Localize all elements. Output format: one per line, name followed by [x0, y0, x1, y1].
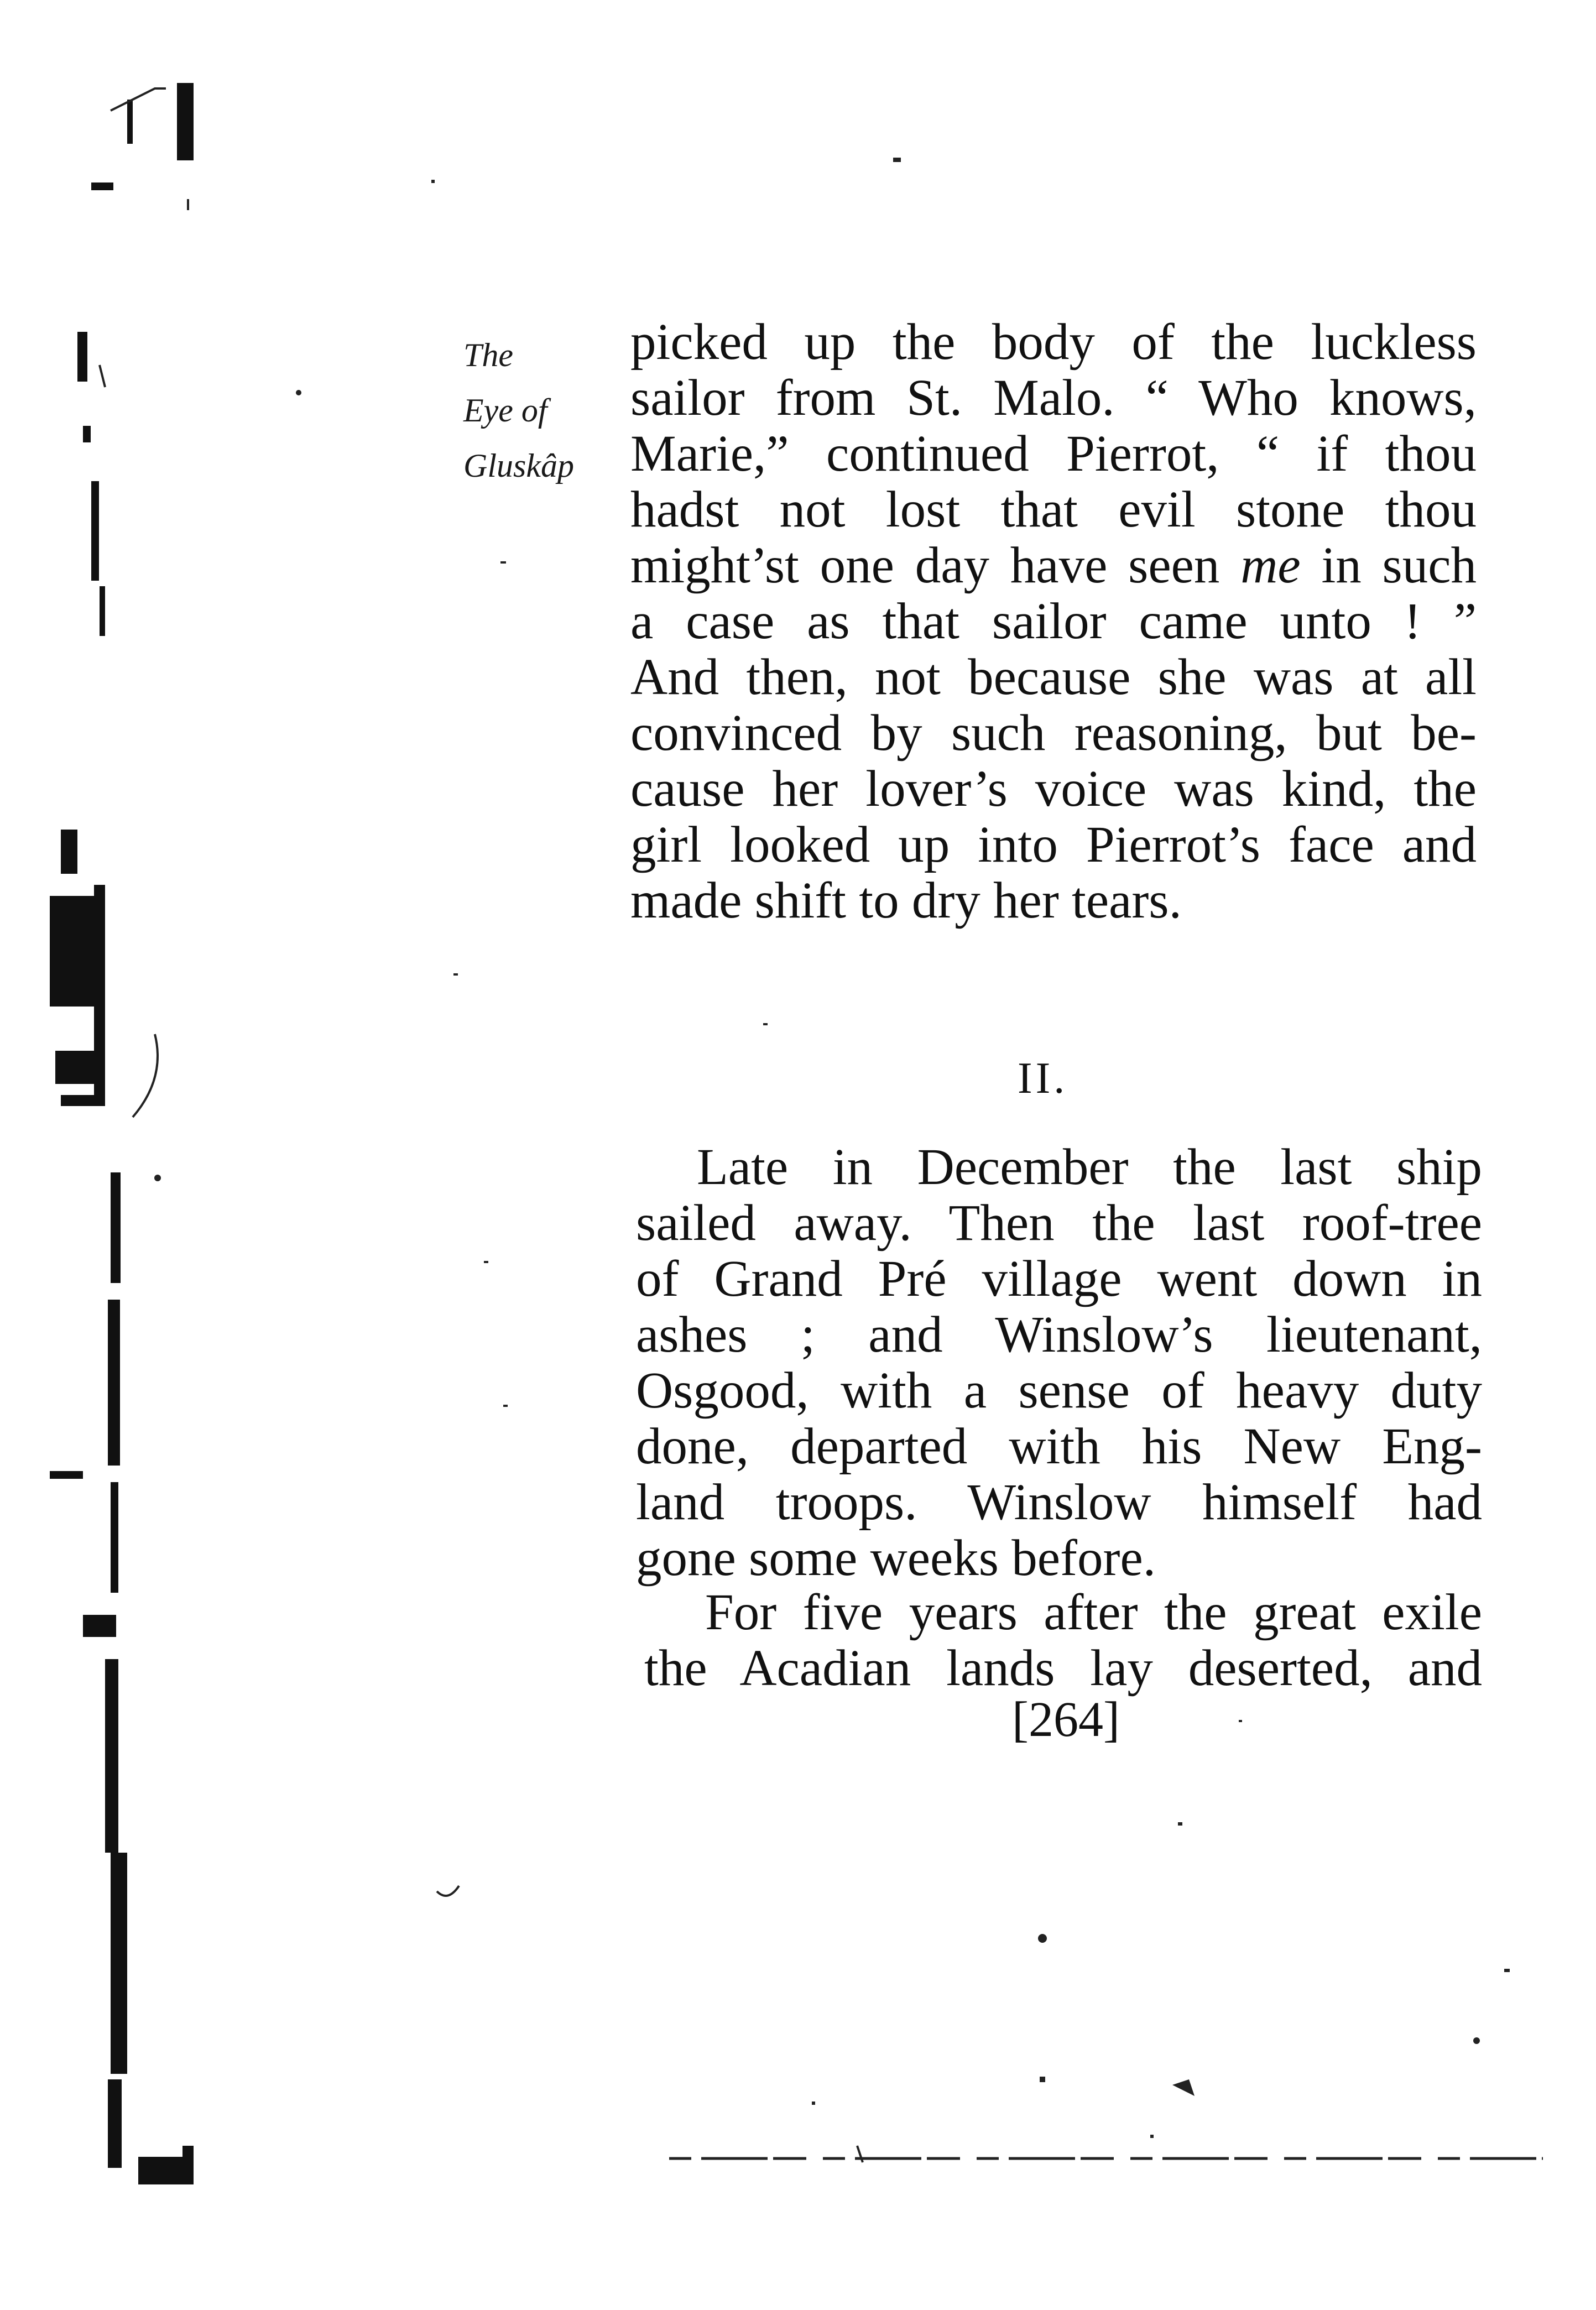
sidenote-line-3: Gluskâp [463, 447, 574, 484]
text-line: done, departed with his New Eng- [636, 1418, 1482, 1475]
text-line: made shift to dry her tears. [630, 872, 1182, 929]
paragraph-2 [636, 1139, 1482, 1586]
italic-word: me [1240, 537, 1301, 594]
text-line: of Grand Pré village went down in [636, 1250, 1482, 1307]
text-line: Marie,” continued Pierrot, “ if thou [630, 425, 1477, 482]
text-line: the Acadian lands lay deserted, and [644, 1640, 1482, 1697]
dashed-edge [669, 2154, 1543, 2163]
text-segment: might’st one day have seen [630, 537, 1220, 594]
scan-gutter-noise [0, 0, 254, 2310]
gutter-marks [0, 0, 254, 2310]
text-segment: in such [1321, 537, 1477, 594]
text-line: sailor from St. Malo. “ Who knows, [630, 369, 1477, 426]
paragraph-3 [644, 1584, 1482, 1696]
text-line: gone some weeks before. [636, 1530, 1156, 1587]
text-line: hadst not lost that evil stone thou [630, 481, 1477, 538]
text-line: ashes ; and Winslow’s lieutenant, [636, 1306, 1482, 1363]
text-line: For five years after the great exile [705, 1584, 1482, 1641]
text-line: Osgood, with a sense of heavy duty [636, 1362, 1482, 1419]
text-line: And then, not because she was at all [630, 649, 1477, 706]
bottom-scan-line [669, 2154, 1543, 2163]
marginal-running-title [463, 327, 607, 493]
text-line: cause her lover’s voice was kind, the [630, 760, 1477, 817]
sidenote-line-1: The [463, 337, 513, 373]
page-number: [264] [1012, 1692, 1120, 1747]
section-heading: II. [1018, 1054, 1068, 1103]
sidenote-line-2: Eye of [463, 392, 547, 429]
text-line-with-italic [630, 538, 1477, 593]
text-line: convinced by such reasoning, but be- [630, 705, 1477, 762]
text-line: girl looked up into Pierrot’s face and [630, 816, 1477, 873]
text-line: sailed away. Then the last roof-tree [636, 1195, 1482, 1252]
text-line: a case as that sailor came unto ! ” [630, 593, 1477, 650]
text-line: picked up the body of the luckless [630, 314, 1477, 371]
text-line: land troops. Winslow himself had [636, 1474, 1482, 1531]
text-line: Late in December the last ship [697, 1139, 1482, 1196]
paragraph-1 [630, 314, 1477, 929]
